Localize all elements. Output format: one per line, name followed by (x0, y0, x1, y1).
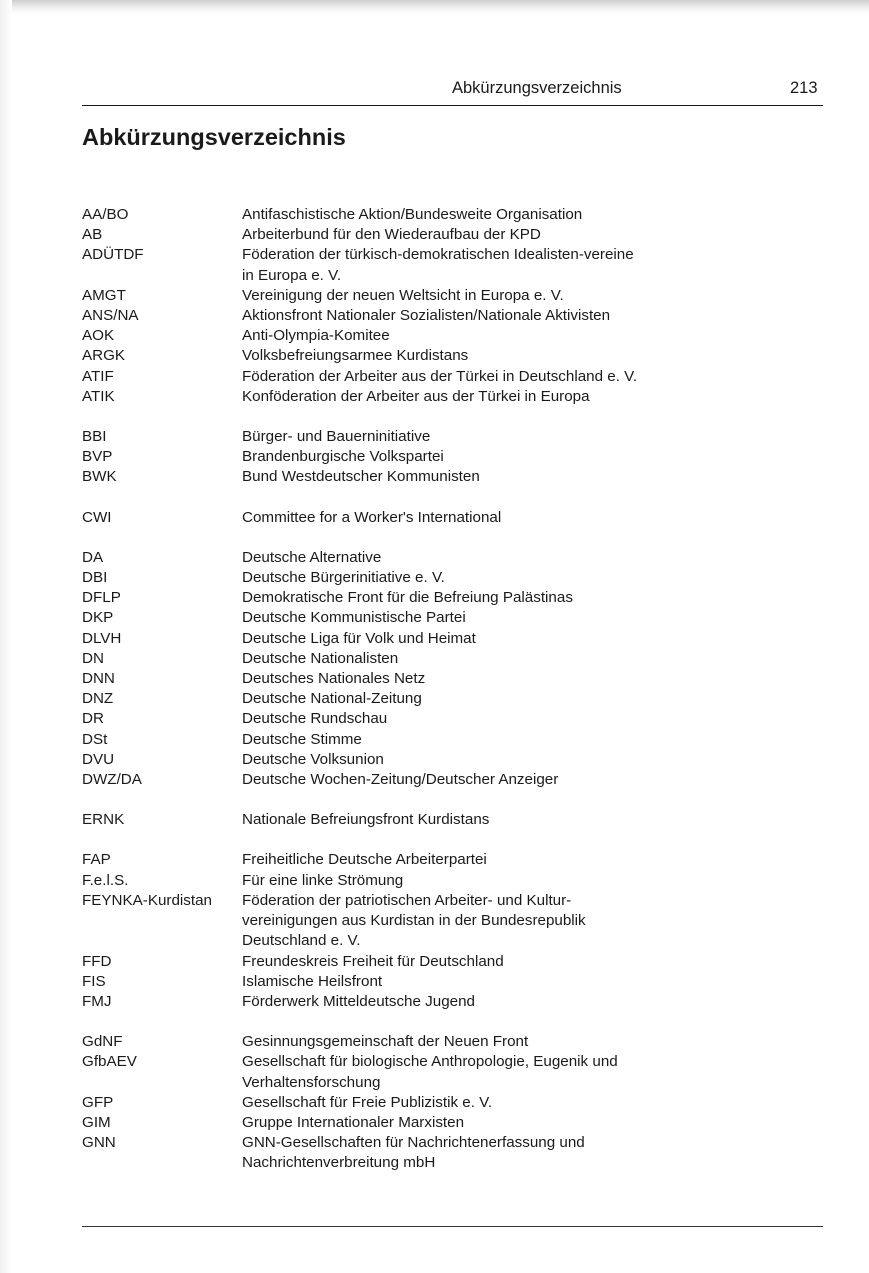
abbreviation-entry (82, 972, 823, 992)
abbreviation-entry (82, 568, 823, 588)
abbreviation-expansion: Deutsche Volksunion (242, 750, 384, 768)
abbreviation-entry (82, 649, 823, 669)
abbreviation-term: F.e.l.S. (82, 871, 129, 889)
abbreviation-entry (82, 306, 823, 326)
page-title: Abkürzungsverzeichnis (82, 124, 346, 150)
abbreviation-group (82, 427, 823, 488)
abbreviation-entry (82, 1032, 823, 1052)
abbreviation-entry (82, 992, 823, 1012)
abbreviation-expansion: Freiheitliche Deutsche Arbeiterpartei (242, 851, 487, 869)
abbreviation-group (82, 548, 823, 790)
abbreviation-entry (82, 608, 823, 628)
abbreviation-expansion: Bund Westdeutscher Kommunisten (242, 468, 480, 486)
running-title: Abkürzungsverzeichnis (452, 79, 622, 97)
abbreviation-term: DR (82, 710, 104, 728)
abbreviation-term: ERNK (82, 811, 125, 829)
abbreviation-term: ATIF (82, 367, 114, 385)
abbreviation-entry (82, 629, 823, 649)
footer-rule (82, 1226, 823, 1227)
abbreviation-term: GfbAEV (82, 1053, 137, 1071)
abbreviation-list (82, 205, 823, 1194)
abbreviation-expansion: Committee for a Worker's International (242, 508, 502, 526)
abbreviation-term: FIS (82, 972, 106, 990)
abbreviation-term: FEYNKA-Kurdistan (82, 891, 212, 909)
abbreviation-expansion: Nationale Befreiungsfront Kurdistans (242, 811, 490, 829)
page-number: 213 (790, 79, 818, 97)
abbreviation-group (82, 1032, 823, 1173)
abbreviation-expansion: Deutsche Kommunistische Partei (242, 609, 466, 627)
abbreviation-entry (82, 467, 823, 487)
abbreviation-term: AMGT (82, 286, 126, 304)
abbreviation-expansion: Föderation der Arbeiter aus der Türkei in Deutschland e. V. (242, 367, 638, 385)
header-rule (82, 105, 823, 106)
abbreviation-expansion: Deutsche Nationalisten (242, 649, 399, 667)
abbreviation-term: DBI (82, 569, 108, 587)
abbreviation-entry (82, 346, 823, 366)
abbreviation-entry (82, 326, 823, 346)
abbreviation-term: DLVH (82, 629, 122, 647)
abbreviation-entry (82, 588, 823, 608)
abbreviation-term: DSt (82, 730, 108, 748)
abbreviation-entry (82, 770, 823, 790)
abbreviation-entry (82, 689, 823, 709)
abbreviation-entry (82, 205, 823, 225)
abbreviation-entry (82, 508, 823, 528)
abbreviation-expansion: Volksbefreiungsarmee Kurdistans (242, 347, 469, 365)
abbreviation-expansion: Deutsche National-Zeitung (242, 690, 422, 708)
abbreviation-expansion: Islamische Heilsfront (242, 972, 383, 990)
abbreviation-expansion: Vereinigung der neuen Weltsicht in Europa e. V. (242, 286, 564, 304)
abbreviation-expansion: Deutsche Liga für Volk und Heimat (242, 629, 476, 647)
abbreviation-entry (82, 548, 823, 568)
abbreviation-entry (82, 387, 823, 407)
abbreviation-term: ADÜTDF (82, 246, 144, 264)
abbreviation-entry (82, 871, 823, 891)
abbreviation-term: CWI (82, 508, 112, 526)
abbreviation-expansion: Arbeiterbund für den Wiederaufbau der KPD (242, 226, 541, 244)
abbreviation-term: ANS/NA (82, 307, 139, 325)
abbreviation-entry (82, 1093, 823, 1113)
abbreviation-expansion: Föderation der türkisch-demokratischen Idealisten-vereine in Europa e. V. (242, 246, 634, 284)
abbreviation-entry (82, 891, 823, 952)
abbreviation-term: GIM (82, 1113, 111, 1131)
abbreviation-term: AB (82, 226, 103, 244)
abbreviation-expansion: Deutsches Nationales Netz (242, 670, 426, 688)
abbreviation-entry (82, 850, 823, 870)
abbreviation-entry (82, 427, 823, 447)
abbreviation-entry (82, 245, 823, 285)
abbreviation-term: DN (82, 649, 104, 667)
abbreviation-term: AA/BO (82, 206, 129, 223)
abbreviation-entry (82, 447, 823, 467)
abbreviation-entry (82, 367, 823, 387)
abbreviation-expansion: Demokratische Front für die Befreiung Palästinas (242, 589, 573, 607)
abbreviation-term: DFLP (82, 589, 121, 607)
abbreviation-entry (82, 952, 823, 972)
abbreviation-group (82, 508, 823, 528)
abbreviation-entry (82, 1113, 823, 1133)
abbreviation-entry (82, 669, 823, 689)
abbreviation-entry (82, 1052, 823, 1092)
abbreviation-expansion: Deutsche Alternative (242, 548, 382, 566)
abbreviation-term: GdNF (82, 1033, 123, 1051)
abbreviation-expansion: Deutsche Wochen-Zeitung/Deutscher Anzeiger (242, 771, 559, 789)
abbreviation-term: ARGK (82, 347, 126, 365)
abbreviation-term: FAP (82, 851, 111, 869)
abbreviation-group (82, 205, 823, 407)
abbreviation-term: FFD (82, 952, 112, 970)
abbreviation-term: DNZ (82, 690, 114, 708)
abbreviation-group (82, 810, 823, 830)
abbreviation-expansion: Antifaschistische Aktion/Bundesweite Organisation (242, 206, 583, 223)
abbreviation-expansion: Freundeskreis Freiheit für Deutschland (242, 952, 504, 970)
abbreviation-expansion: Bürger- und Bauerninitiative (242, 428, 431, 446)
scan-edge-left (0, 0, 12, 1273)
abbreviation-term: DKP (82, 609, 114, 627)
abbreviation-group (82, 850, 823, 1012)
abbreviation-entry (82, 750, 823, 770)
abbreviation-term: FMJ (82, 992, 112, 1010)
abbreviation-term: AOK (82, 327, 115, 345)
abbreviation-expansion: Föderation der patriotischen Arbeiter- und Kultur-vereinigungen aus Kurdistan in der Bundesrepublik Deutschland e. V. (242, 891, 586, 950)
abbreviation-expansion: Deutsche Rundschau (242, 710, 388, 728)
abbreviation-term: DVU (82, 750, 115, 768)
abbreviation-entry (82, 1133, 823, 1173)
abbreviation-entry (82, 286, 823, 306)
abbreviation-term: BWK (82, 468, 117, 486)
abbreviation-term: DNN (82, 670, 115, 688)
abbreviation-term: BBI (82, 428, 107, 446)
abbreviation-expansion: Anti-Olympia-Komitee (242, 327, 390, 345)
abbreviation-term: DWZ/DA (82, 771, 142, 789)
abbreviation-expansion: Für eine linke Strömung (242, 871, 404, 889)
abbreviation-expansion: Gruppe Internationaler Marxisten (242, 1113, 465, 1131)
abbreviation-entry (82, 709, 823, 729)
abbreviation-expansion: Gesellschaft für Freie Publizistik e. V. (242, 1093, 493, 1111)
abbreviation-expansion: Brandenburgische Volkspartei (242, 448, 444, 466)
abbreviation-expansion: Deutsche Bürgerinitiative e. V. (242, 569, 445, 587)
abbreviation-term: ATIK (82, 387, 115, 405)
abbreviation-expansion: Deutsche Stimme (242, 730, 362, 748)
abbreviation-term: BVP (82, 448, 113, 466)
abbreviation-term: DA (82, 548, 104, 566)
abbreviation-expansion: Gesinnungsgemeinschaft der Neuen Front (242, 1033, 529, 1051)
abbreviation-entry (82, 810, 823, 830)
abbreviation-expansion: Förderwerk Mitteldeutsche Jugend (242, 992, 475, 1010)
abbreviation-term: GFP (82, 1093, 114, 1111)
abbreviation-term: GNN (82, 1134, 116, 1152)
scan-edge-top (0, 0, 869, 14)
abbreviation-expansion: Konföderation der Arbeiter aus der Türkei in Europa (242, 387, 590, 405)
abbreviation-expansion: GNN-Gesellschaften für Nachrichtenerfassung und Nachrichtenverbreitung mbH (242, 1134, 585, 1172)
abbreviation-expansion: Gesellschaft für biologische Anthropologie, Eugenik und Verhaltensforschung (242, 1053, 618, 1091)
abbreviation-entry (82, 730, 823, 750)
abbreviation-entry (82, 225, 823, 245)
abbreviation-expansion: Aktionsfront Nationaler Sozialisten/Nationale Aktivisten (242, 307, 611, 325)
